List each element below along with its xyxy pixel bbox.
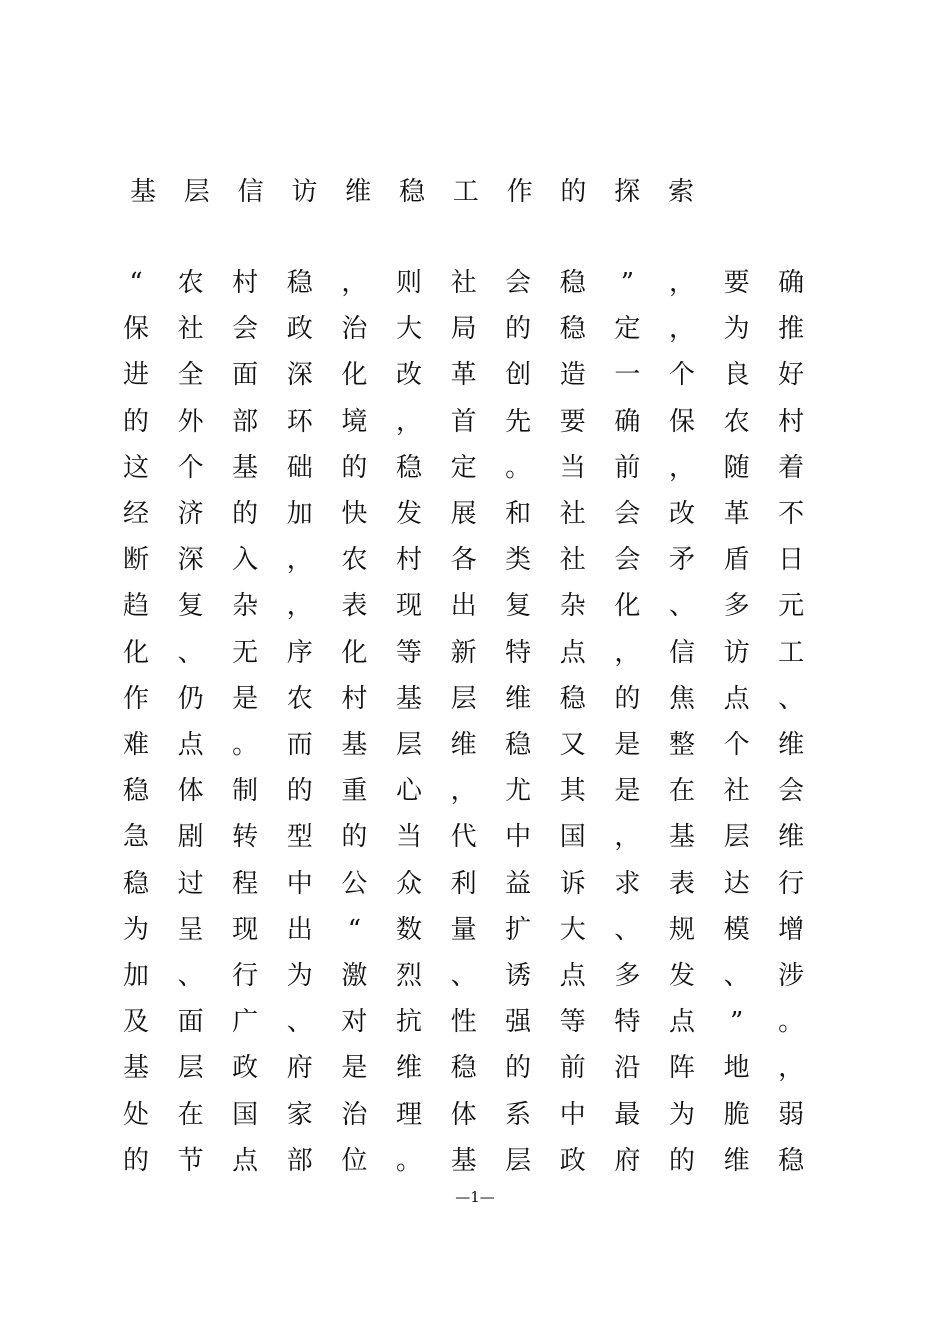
body-char: 性 xyxy=(450,1007,477,1038)
body-char: 稳 xyxy=(122,868,149,899)
body-char: 首 xyxy=(450,406,477,437)
body-char: 深 xyxy=(177,545,204,576)
body-char: 随 xyxy=(723,452,750,483)
body-char: 益 xyxy=(505,868,532,899)
body-char: 发 xyxy=(668,961,695,991)
body-char: 急 xyxy=(122,822,149,853)
body-char: 趋 xyxy=(122,591,149,622)
body-char: 大 xyxy=(559,914,586,945)
body-char: 矛 xyxy=(668,545,695,576)
body-char: 规 xyxy=(668,914,695,945)
body-char: 农 xyxy=(286,683,313,714)
body-char: 杂 xyxy=(559,591,586,622)
body-char: 复 xyxy=(177,591,204,622)
body-char: 为 xyxy=(286,961,313,991)
body-line xyxy=(0,910,950,950)
body-char: 沿 xyxy=(614,1053,641,1084)
body-char: 点 xyxy=(177,730,204,760)
body-char: 层 xyxy=(177,1053,204,1084)
body-char: 要 xyxy=(559,406,586,437)
body-char: 治 xyxy=(341,314,368,345)
body-char: 加 xyxy=(286,499,313,529)
body-char: 在 xyxy=(177,1099,204,1130)
body-char: 社 xyxy=(450,268,477,298)
body-line xyxy=(0,771,950,811)
body-char: 个 xyxy=(723,730,750,760)
body-char: 杂 xyxy=(232,591,259,622)
body-char: 信 xyxy=(668,637,695,668)
body-char: 创 xyxy=(505,360,532,391)
body-char: 代 xyxy=(450,822,477,853)
title-char: 信 xyxy=(237,177,264,207)
body-char: ， xyxy=(614,637,641,668)
title-char: 探 xyxy=(614,177,641,207)
body-char: 加 xyxy=(122,961,149,991)
body-char: 前 xyxy=(559,1053,586,1084)
body-char: 和 xyxy=(505,499,532,529)
body-char: 会 xyxy=(778,776,805,807)
body-char: 面 xyxy=(232,360,259,391)
title-char: 的 xyxy=(560,177,587,207)
body-line xyxy=(0,540,950,580)
body-char: ， xyxy=(614,822,641,853)
body-char: 造 xyxy=(559,360,586,391)
body-char: 境 xyxy=(341,406,368,437)
body-line xyxy=(0,402,950,442)
body-char: 焦 xyxy=(668,683,695,714)
body-char: 稳 xyxy=(122,776,149,807)
body-char: 等 xyxy=(395,637,422,668)
body-char: 呈 xyxy=(177,914,204,945)
body-char: 出 xyxy=(450,591,477,622)
page-number: —1— xyxy=(455,1188,495,1206)
body-char: 量 xyxy=(450,914,477,945)
body-char: 革 xyxy=(723,499,750,529)
body-char: 大 xyxy=(395,314,422,345)
body-char: 会 xyxy=(614,499,641,529)
body-line xyxy=(0,1095,950,1135)
body-char: 在 xyxy=(668,776,695,807)
body-char: 府 xyxy=(614,1145,641,1176)
body-char: 定 xyxy=(614,314,641,345)
body-char: 村 xyxy=(232,268,259,298)
body-char: 全 xyxy=(177,360,204,391)
body-char: 地 xyxy=(723,1053,750,1084)
body-char: 型 xyxy=(286,822,313,853)
body-line xyxy=(0,355,950,395)
body-char: 国 xyxy=(232,1099,259,1130)
body-line xyxy=(0,1141,950,1181)
body-char: 日 xyxy=(778,545,805,576)
body-char: ， xyxy=(668,452,695,483)
body-char: 稳 xyxy=(778,1145,805,1176)
body-char: 、 xyxy=(778,683,805,714)
body-char: 基 xyxy=(395,683,422,714)
body-char: 涉 xyxy=(778,961,805,991)
body-char: 模 xyxy=(723,914,750,945)
body-char: 深 xyxy=(286,360,313,391)
body-char: 扩 xyxy=(505,914,532,945)
body-char: 政 xyxy=(232,1053,259,1084)
body-char: 化 xyxy=(614,591,641,622)
body-char: 府 xyxy=(286,1053,313,1084)
body-char: 村 xyxy=(341,683,368,714)
body-char: 村 xyxy=(778,406,805,437)
body-char: 的 xyxy=(122,1145,149,1176)
body-line xyxy=(0,725,950,765)
body-char: 良 xyxy=(723,360,750,391)
body-char: 济 xyxy=(177,499,204,529)
title-char: 索 xyxy=(667,177,694,207)
body-char: 进 xyxy=(122,360,149,391)
body-char: 点 xyxy=(559,961,586,991)
body-char: 这 xyxy=(122,452,149,483)
body-char: “ xyxy=(347,914,362,945)
body-char: 阵 xyxy=(668,1053,695,1084)
body-char: 基 xyxy=(668,822,695,853)
body-char: 的 xyxy=(122,406,149,437)
body-char: ， xyxy=(395,406,422,437)
body-char: 维 xyxy=(778,730,805,760)
body-char: 农 xyxy=(177,268,204,298)
body-char: 数 xyxy=(395,914,422,945)
body-char: 基 xyxy=(122,1053,149,1084)
body-char: 展 xyxy=(450,499,477,529)
body-char: 确 xyxy=(614,406,641,437)
body-char: 维 xyxy=(778,822,805,853)
body-char: 稳 xyxy=(395,452,422,483)
body-line xyxy=(0,263,950,303)
body-char: 为 xyxy=(122,914,149,945)
body-char: ， xyxy=(286,545,313,576)
body-line xyxy=(0,309,950,349)
body-char: 制 xyxy=(232,776,259,807)
body-char: 、 xyxy=(286,1007,313,1038)
body-char: 稳 xyxy=(559,268,586,298)
body-char: 先 xyxy=(505,406,532,437)
body-char: 农 xyxy=(723,406,750,437)
title-char: 稳 xyxy=(398,177,425,207)
body-char: 保 xyxy=(122,314,149,345)
title-char: 维 xyxy=(345,177,372,207)
body-char: 层 xyxy=(450,683,477,714)
body-char: 仍 xyxy=(177,683,204,714)
body-char: 个 xyxy=(177,452,204,483)
body-char: 是 xyxy=(614,730,641,760)
body-char: 社 xyxy=(559,499,586,529)
body-char: 广 xyxy=(232,1007,259,1038)
body-char: 稳 xyxy=(286,268,313,298)
body-line xyxy=(0,864,950,904)
body-char: 推 xyxy=(778,314,805,345)
body-char: 特 xyxy=(614,1007,641,1038)
body-char: 盾 xyxy=(723,545,750,576)
body-char: 革 xyxy=(450,360,477,391)
body-char: 会 xyxy=(232,314,259,345)
body-char: 公 xyxy=(341,868,368,899)
body-char: 。 xyxy=(505,452,532,483)
body-char: ， xyxy=(668,268,695,298)
body-char: 会 xyxy=(505,268,532,298)
body-char: 心 xyxy=(395,776,422,807)
body-char: 维 xyxy=(395,1053,422,1084)
body-char: 作 xyxy=(122,683,149,714)
document-title xyxy=(123,172,743,212)
body-char: 诱 xyxy=(505,961,532,991)
body-char: 局 xyxy=(450,314,477,345)
body-char: 发 xyxy=(395,499,422,529)
body-char: 强 xyxy=(505,1007,532,1038)
body-char: ， xyxy=(286,591,313,622)
body-char: 增 xyxy=(778,914,805,945)
body-char: 政 xyxy=(559,1145,586,1176)
body-char: 部 xyxy=(286,1145,313,1176)
body-char: 剧 xyxy=(177,822,204,853)
body-char: 系 xyxy=(505,1099,532,1130)
body-char: ” xyxy=(620,268,635,298)
body-line xyxy=(0,956,950,996)
body-char: 化 xyxy=(341,360,368,391)
body-char: 中 xyxy=(559,1099,586,1130)
body-char: 个 xyxy=(668,360,695,391)
body-char: 国 xyxy=(559,822,586,853)
body-char: 稳 xyxy=(559,683,586,714)
body-char: 基 xyxy=(232,452,259,483)
body-char: 基 xyxy=(450,1145,477,1176)
body-line xyxy=(0,448,950,488)
body-line xyxy=(0,817,950,857)
body-char: 的 xyxy=(286,776,313,807)
body-char: 前 xyxy=(614,452,641,483)
body-char: 的 xyxy=(505,314,532,345)
body-char: 改 xyxy=(668,499,695,529)
body-char: 当 xyxy=(395,822,422,853)
body-char: 体 xyxy=(450,1099,477,1130)
body-char: 达 xyxy=(723,868,750,899)
title-char: 访 xyxy=(291,177,318,207)
body-char: 社 xyxy=(559,545,586,576)
body-char: 行 xyxy=(778,868,805,899)
body-char: 断 xyxy=(122,545,149,576)
body-char: 众 xyxy=(395,868,422,899)
body-char: 维 xyxy=(505,683,532,714)
body-char: 的 xyxy=(232,499,259,529)
body-char: 表 xyxy=(668,868,695,899)
body-char: 重 xyxy=(341,776,368,807)
body-char: 社 xyxy=(723,776,750,807)
body-char: ， xyxy=(668,314,695,345)
body-line xyxy=(0,633,950,673)
body-char: 。 xyxy=(778,1007,805,1038)
body-char: 利 xyxy=(450,868,477,899)
body-char: 农 xyxy=(341,545,368,576)
body-char: 中 xyxy=(505,822,532,853)
body-char: 当 xyxy=(559,452,586,483)
body-char: 现 xyxy=(232,914,259,945)
body-char: 为 xyxy=(723,314,750,345)
body-char: 层 xyxy=(723,822,750,853)
body-char: 工 xyxy=(778,637,805,668)
body-char: 多 xyxy=(723,591,750,622)
body-char: 点 xyxy=(668,1007,695,1038)
body-char: 层 xyxy=(395,730,422,760)
body-char: 不 xyxy=(778,499,805,529)
body-line xyxy=(0,1002,950,1042)
body-line xyxy=(0,1048,950,1088)
body-char: 激 xyxy=(341,961,368,991)
body-char: 体 xyxy=(177,776,204,807)
body-char: 定 xyxy=(450,452,477,483)
body-char: 保 xyxy=(668,406,695,437)
body-char: 尤 xyxy=(505,776,532,807)
body-char: 求 xyxy=(614,868,641,899)
body-char: 是 xyxy=(232,683,259,714)
body-char: 无 xyxy=(232,637,259,668)
body-char: 程 xyxy=(232,868,259,899)
body-char: 表 xyxy=(341,591,368,622)
body-char: 复 xyxy=(505,591,532,622)
body-char: 治 xyxy=(341,1099,368,1130)
body-char: 础 xyxy=(286,452,313,483)
body-char: 难 xyxy=(122,730,149,760)
body-char: 快 xyxy=(341,499,368,529)
body-char: 化 xyxy=(341,637,368,668)
body-char: 家 xyxy=(286,1099,313,1130)
body-char: 、 xyxy=(614,914,641,945)
body-char: 是 xyxy=(341,1053,368,1084)
body-char: 。 xyxy=(232,730,259,760)
body-char: 又 xyxy=(559,730,586,760)
body-char: 。 xyxy=(395,1145,422,1176)
body-char: 经 xyxy=(122,499,149,529)
body-char: 部 xyxy=(232,406,259,437)
body-char: 维 xyxy=(450,730,477,760)
body-char: 确 xyxy=(778,268,805,298)
body-char: 诉 xyxy=(559,868,586,899)
body-char: 化 xyxy=(122,637,149,668)
body-char: 弱 xyxy=(778,1099,805,1130)
body-char: 烈 xyxy=(395,961,422,991)
body-char: 、 xyxy=(177,637,204,668)
body-char: 外 xyxy=(177,406,204,437)
body-char: 会 xyxy=(614,545,641,576)
body-char: ， xyxy=(341,268,368,298)
body-char: 点 xyxy=(232,1145,259,1176)
body-char: 最 xyxy=(614,1099,641,1130)
body-char: 稳 xyxy=(450,1053,477,1084)
body-char: 处 xyxy=(122,1099,149,1130)
body-char: 脆 xyxy=(723,1099,750,1130)
body-char: 一 xyxy=(614,360,641,391)
body-char: 、 xyxy=(450,961,477,991)
body-char: 访 xyxy=(723,637,750,668)
body-char: 其 xyxy=(559,776,586,807)
body-char: 新 xyxy=(450,637,477,668)
body-char: 层 xyxy=(505,1145,532,1176)
body-char: 维 xyxy=(723,1145,750,1176)
body-line xyxy=(0,494,950,534)
body-line xyxy=(0,679,950,719)
body-char: 而 xyxy=(286,730,313,760)
body-char: 元 xyxy=(778,591,805,622)
body-char: 社 xyxy=(177,314,204,345)
title-char: 基 xyxy=(129,177,156,207)
body-char: 类 xyxy=(505,545,532,576)
body-char: 基 xyxy=(341,730,368,760)
body-char: 多 xyxy=(614,961,641,991)
body-char: 则 xyxy=(395,268,422,298)
body-char: 的 xyxy=(341,822,368,853)
body-char: 出 xyxy=(286,914,313,945)
body-char: 村 xyxy=(395,545,422,576)
body-char: 要 xyxy=(723,268,750,298)
body-char: 着 xyxy=(778,452,805,483)
body-char: 环 xyxy=(286,406,313,437)
title-char: 层 xyxy=(183,177,210,207)
body-char: 好 xyxy=(778,360,805,391)
body-char: 、 xyxy=(177,961,204,991)
body-char: 、 xyxy=(668,591,695,622)
body-char: 等 xyxy=(559,1007,586,1038)
body-char: 位 xyxy=(341,1145,368,1176)
body-line xyxy=(0,586,950,626)
title-char: 工 xyxy=(452,177,479,207)
body-char: 各 xyxy=(450,545,477,576)
body-char: 现 xyxy=(395,591,422,622)
body-char: 点 xyxy=(559,637,586,668)
body-char: 的 xyxy=(614,683,641,714)
body-char: 整 xyxy=(668,730,695,760)
body-char: 是 xyxy=(614,776,641,807)
body-char: “ xyxy=(129,268,143,298)
body-char: 稳 xyxy=(559,314,586,345)
body-char: 序 xyxy=(286,637,313,668)
body-char: 改 xyxy=(395,360,422,391)
body-char: 稳 xyxy=(505,730,532,760)
body-char: 过 xyxy=(177,868,204,899)
body-char: 及 xyxy=(122,1007,149,1038)
body-char: 政 xyxy=(286,314,313,345)
body-char: 入 xyxy=(232,545,259,576)
body-char: 对 xyxy=(341,1007,368,1038)
body-char: ” xyxy=(729,1007,744,1038)
body-char: 、 xyxy=(723,961,750,991)
body-char: 转 xyxy=(232,822,259,853)
body-char: 抗 xyxy=(395,1007,422,1038)
body-char: 的 xyxy=(668,1145,695,1176)
body-char: 为 xyxy=(668,1099,695,1130)
body-char: ， xyxy=(778,1053,805,1084)
body-char: 中 xyxy=(286,868,313,899)
body-char: 理 xyxy=(395,1099,422,1130)
body-char: ， xyxy=(450,776,477,807)
body-char: 节 xyxy=(177,1145,204,1176)
body-char: 的 xyxy=(505,1053,532,1084)
body-char: 面 xyxy=(177,1007,204,1038)
body-char: 特 xyxy=(505,637,532,668)
title-char: 作 xyxy=(506,177,533,207)
body-char: 点 xyxy=(723,683,750,714)
body-char: 的 xyxy=(341,452,368,483)
body-char: 行 xyxy=(232,961,259,991)
